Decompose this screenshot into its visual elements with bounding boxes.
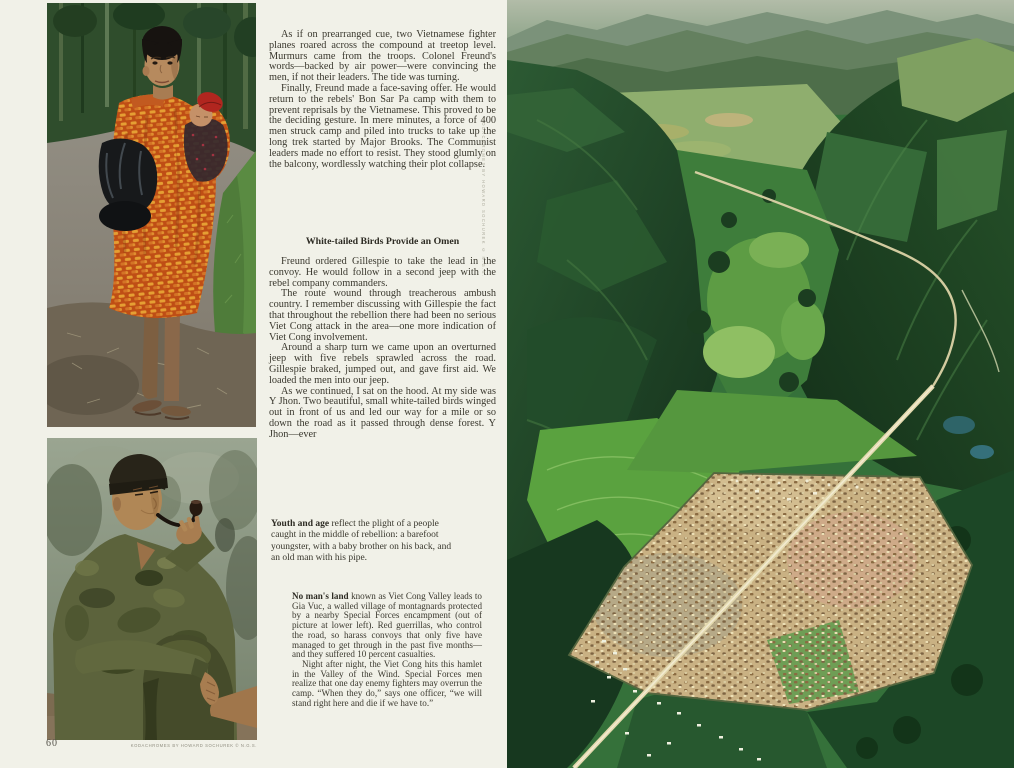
photo-credit-line: KODACHROMES BY HOWARD SOCHUREK © N.G.S.	[130, 743, 257, 748]
photo-old-man-with-pipe	[47, 438, 257, 740]
section-heading: White-tailed Birds Provide an Omen	[305, 236, 460, 247]
caption-paragraph	[292, 592, 482, 660]
page-number: 60	[46, 738, 58, 749]
caption-lead-in: Youth and age	[271, 519, 330, 529]
body-paragraph: Freund ordered Gillespie to take the lead in the convoy. He would follow in a second jeep with the rebel company commanders.	[269, 256, 496, 289]
article-column-bottom	[269, 257, 496, 441]
caption-text: known as Viet Cong Valley leads to Gia Vuc, a walled village of montagnards protected by a nearby Special Forces encampment (out of picture at lower left). Red guerrillas, who control the road, so harass convoys that only five have managed to get through in the past five months—and they suffered 10 percent casualties.	[292, 591, 482, 660]
vertical-photo-credit: KODACHROMES BY HOWARD SOCHUREK © N.G.S.	[481, 118, 486, 278]
body-paragraph: The route wound through treacherous ambush country. I remember discussing with Gillespie the fact that throughout the rebellion there had been no serious Viet Cong attack in the area—one more indication of Viet Cong involvement.	[269, 288, 496, 343]
body-paragraph: Around a sharp turn we came upon an overturned jeep with five rebels sprawled across the road. Gillespie braked, jumped out, and gave first aid. We loaded the men into our jeep.	[269, 342, 496, 386]
photo-boy-with-baby	[47, 3, 256, 427]
body-paragraph: Finally, Freund made a face-saving offer. He would return to the rebels' Bon Sar Pa camp with them to prevent reprisals by the Vietnamese. This proved to be the deciding gesture. In mere minutes, a force of 400 men struck camp and piled into trucks to take up the long trek started by Major Brooks. The Communist leaders made no effort to resist. They stood glumly on the balcony, wordlessly watching their plot collapse.	[269, 82, 496, 170]
caption-youth-and-age	[271, 519, 458, 565]
right-page	[507, 0, 1014, 768]
caption-paragraph: Night after night, the Viet Cong hits this hamlet in the Valley of the Wind. Special Forces men realize that one day enemy fighters may overrun the camp. “When they do,” says one officer, “we will stand right here and die if we have to.”	[292, 658, 482, 708]
article-column-top	[269, 30, 496, 170]
caption-text: reflect the plight of a people caught in the middle of rebellion: a barefoot youngster, with a baby brother on his back, and an old man with his pipe.	[271, 519, 452, 564]
body-paragraph: As if on prearranged cue, two Vietnamese fighter planes roared across the compound at treetop level. Murmurs came from the troops. Colonel Freund's words—backed by air power—were convincing the men, if not their leaders. The tide was turning.	[269, 29, 496, 84]
body-paragraph: As we continued, I sat on the hood. At my side was Y Jhon. Two beautiful, small white-tailed birds winged out in front of us and led our way for a mile or so down the road as it passed through dense forest. Y Jhon—ever	[269, 385, 496, 440]
caption-no-mans-land	[292, 592, 482, 708]
caption-lead-in: No man's land	[292, 591, 349, 601]
photo-aerial-viet-cong-valley	[507, 0, 1014, 768]
